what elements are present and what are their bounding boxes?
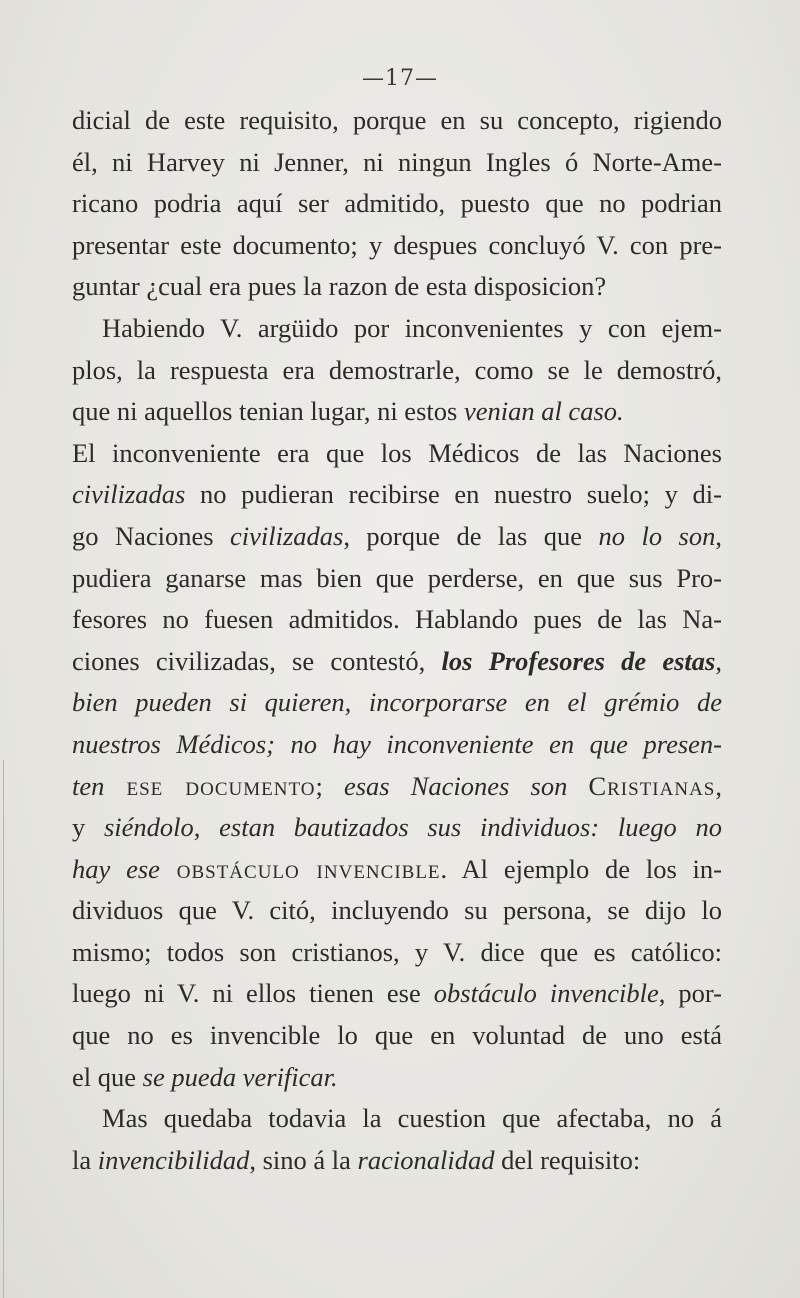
italic-text: se pueda verificar. bbox=[142, 1061, 338, 1092]
italic-text: bien pueden si quieren, incorporarse en el grémio de bbox=[72, 687, 722, 718]
italic-text: civilizadas bbox=[230, 520, 344, 551]
text-line bbox=[72, 1057, 722, 1099]
text-line bbox=[72, 225, 722, 267]
italic-text: siéndolo, estan bautizados sus individuos: luego no bbox=[103, 812, 723, 843]
text-segment: , porque de las que bbox=[343, 520, 599, 551]
text-line bbox=[72, 641, 722, 683]
text-line bbox=[72, 1140, 722, 1182]
text-segment: fesores no fuesen admitidos. Hablando pues de las Na- bbox=[72, 604, 722, 635]
italic-text: no lo son bbox=[598, 520, 716, 551]
text-segment: , sino á la bbox=[249, 1144, 358, 1175]
page-number: —17— bbox=[362, 66, 438, 91]
text-segment: el que bbox=[72, 1061, 143, 1092]
italic-text: civilizadas bbox=[72, 479, 186, 510]
text-segment: la bbox=[72, 1144, 98, 1175]
text-line bbox=[72, 350, 722, 392]
text-segment: que no es invencible lo que en voluntad de uno está bbox=[72, 1020, 722, 1051]
text-line bbox=[72, 474, 722, 516]
italic-text: venian al caso. bbox=[463, 396, 624, 427]
text-line bbox=[72, 682, 722, 724]
text-line bbox=[72, 724, 722, 766]
italic-text: los Profesores de estas bbox=[441, 645, 716, 676]
text-line bbox=[72, 391, 722, 433]
text-segment: . Al ejemplo de los in- bbox=[440, 853, 722, 884]
text-line bbox=[72, 142, 722, 184]
text-segment: dividuos que V. citó, incluyendo su persona, se dijo lo bbox=[72, 895, 722, 926]
page-edge-line bbox=[3, 760, 4, 1298]
text-segment: guntar ¿cual era pues la razon de esta disposicion? bbox=[72, 271, 607, 302]
text-line bbox=[72, 849, 722, 891]
small-caps-text: obstáculo invencible bbox=[159, 853, 441, 884]
text-segment: Mas quedaba todavia la cuestion que afectaba, no á bbox=[102, 1103, 722, 1134]
text-segment: ciones civilizadas, se contestó, bbox=[72, 645, 442, 676]
text-segment: luego ni V. ni ellos tienen ese bbox=[72, 978, 434, 1009]
text-line bbox=[72, 599, 722, 641]
text-segment: El inconveniente era que los Médicos de las Naciones bbox=[72, 437, 722, 468]
text-line bbox=[72, 308, 722, 350]
text-line bbox=[72, 1015, 722, 1057]
text-segment: y bbox=[72, 812, 104, 843]
small-caps-text: ese documento bbox=[104, 770, 316, 801]
italic-text: nuestros Médicos; no hay inconveniente en que presen- bbox=[72, 728, 722, 759]
italic-text: esas Naciones son bbox=[343, 770, 589, 801]
text-segment: , bbox=[715, 770, 722, 801]
text-line bbox=[72, 266, 722, 308]
text-line bbox=[72, 1098, 722, 1140]
text-line bbox=[72, 890, 722, 932]
text-segment: , bbox=[715, 520, 722, 551]
italic-text: hay ese bbox=[72, 853, 160, 884]
text-line bbox=[72, 558, 722, 600]
text-segment: , por- bbox=[658, 978, 723, 1009]
text-line bbox=[72, 766, 722, 808]
text-line bbox=[72, 932, 722, 974]
text-segment: mismo; todos son cristianos, y V. dice que es católico: bbox=[72, 936, 722, 967]
text-segment: plos, la respuesta era demostrarle, como se le demostró, bbox=[72, 354, 722, 385]
text-segment: presentar este documento; y despues concluyó V. con pre- bbox=[72, 229, 722, 260]
italic-text: invencibilidad bbox=[97, 1144, 250, 1175]
text-segment: Habiendo V. argüido por inconvenientes y con ejem- bbox=[102, 312, 722, 343]
text-segment: él, ni Harvey ni Jenner, ni ningun Ingles ó Norte-Ame- bbox=[72, 146, 722, 177]
text-segment: , bbox=[715, 645, 722, 676]
text-line bbox=[72, 100, 722, 142]
text-line bbox=[72, 516, 722, 558]
text-segment: no pudieran recibirse en nuestro suelo; y di- bbox=[185, 479, 722, 510]
italic-text: obstáculo invencible bbox=[433, 978, 659, 1009]
text-segment: dicial de este requisito, porque en su concepto, rigiendo bbox=[72, 105, 722, 135]
italic-text: ten bbox=[72, 770, 105, 801]
text-segment: que ni aquellos tenian lugar, ni estos bbox=[72, 396, 464, 427]
text-line bbox=[72, 973, 722, 1015]
italic-text: racionalidad bbox=[357, 1144, 495, 1175]
text-line bbox=[72, 183, 722, 225]
text-segment: ricano podria aquí ser admitido, puesto que no podrian bbox=[72, 188, 722, 219]
text-segment: del requisito: bbox=[494, 1144, 641, 1175]
text-segment: go Naciones bbox=[72, 520, 230, 551]
text-segment: pudiera ganarse mas bien que perderse, en que sus Pro- bbox=[72, 562, 722, 593]
small-caps-text: Cristianas bbox=[588, 770, 716, 801]
page-body-text bbox=[72, 100, 722, 1181]
text-line bbox=[72, 807, 722, 849]
text-line bbox=[72, 433, 722, 475]
text-segment: ; bbox=[315, 770, 344, 801]
